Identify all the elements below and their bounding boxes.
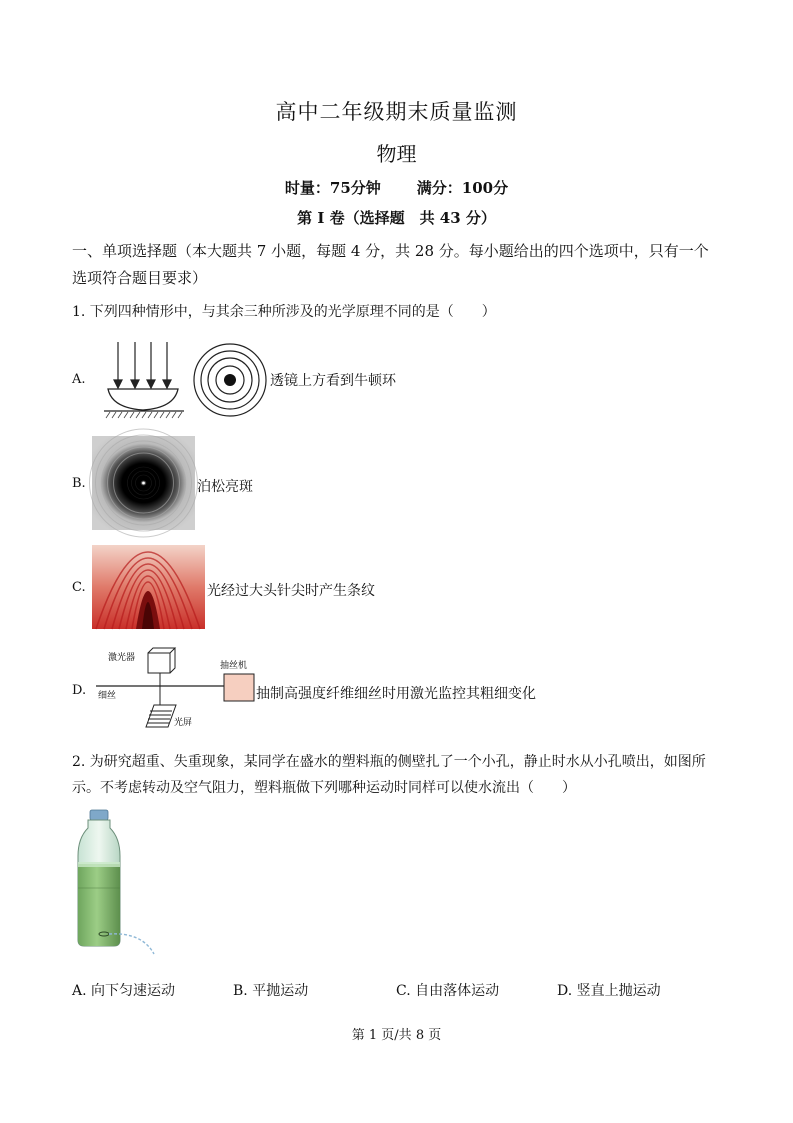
choice-a <box>72 980 175 1000</box>
question-2-text: 2. 为研究超重、失重现象，某同学在盛水的塑料瓶的侧壁扎了一个小孔，静止时水从小孔喷出，如图所示。不考虑转动及空气阻力，塑料瓶做下列哪种运动时同样可以使水流出（ ） <box>72 754 706 796</box>
exam-title: 高中二年级期末质量监测 <box>275 100 518 124</box>
choice-d <box>557 980 661 1000</box>
newton-rings-figure <box>100 340 270 424</box>
exam-meta <box>0 177 793 198</box>
screen-label: 光屏 <box>174 718 193 728</box>
pin-tip-fringes-figure <box>92 545 205 629</box>
water-bottle-figure <box>76 808 166 958</box>
choice-b-text: 平抛运动 <box>252 983 309 999</box>
time-limit: 时量：75分钟 <box>284 179 381 197</box>
volume-heading: 第 I 卷（选择题 共 43 分） <box>297 209 496 227</box>
choice-d-text: 竖直上抛运动 <box>576 983 661 999</box>
option-d-letter: D. <box>72 683 87 698</box>
option-a-letter: A. <box>72 372 86 387</box>
full-score: 满分：100分 <box>416 179 509 197</box>
laser-wire-figure <box>96 645 256 733</box>
choice-c <box>396 980 499 1000</box>
option-c-caption: 光经过大头针尖时产生条纹 <box>207 583 375 599</box>
machine-label: 抽丝机 <box>220 661 248 671</box>
subject-title: 物理 <box>376 142 417 166</box>
option-b-letter: B. <box>72 476 86 491</box>
choice-a-text: 向下匀速运动 <box>91 983 176 999</box>
choice-b <box>233 980 308 1000</box>
choice-b-letter: B. <box>233 983 248 999</box>
wire-label: 细丝 <box>98 691 117 701</box>
option-b-caption: 泊松亮斑 <box>197 479 253 495</box>
poisson-spot-figure <box>92 436 195 530</box>
choice-c-text: 自由落体运动 <box>415 983 500 999</box>
choice-c-letter: C. <box>396 983 411 999</box>
option-c-letter: C. <box>72 580 86 595</box>
section-heading: 一、单项选择题（本大题共 7 小题，每题 4 分，共 28 分。每小题给出的四个选项中，只有一个选项符合题目要求） <box>72 242 709 287</box>
option-a-caption: 透镜上方看到牛顿环 <box>270 373 396 389</box>
choice-a-letter: A. <box>72 983 87 999</box>
option-d-caption: 抽制高强度纤维细丝时用激光监控其粗细变化 <box>256 686 536 702</box>
question-1-text: 1. 下列四种情形中，与其余三种所涉及的光学原理不同的是（ ） <box>72 304 496 320</box>
page-number: 第 1 页/共 8 页 <box>351 1028 442 1043</box>
laser-label: 激光器 <box>108 653 136 663</box>
choice-d-letter: D. <box>557 983 573 999</box>
